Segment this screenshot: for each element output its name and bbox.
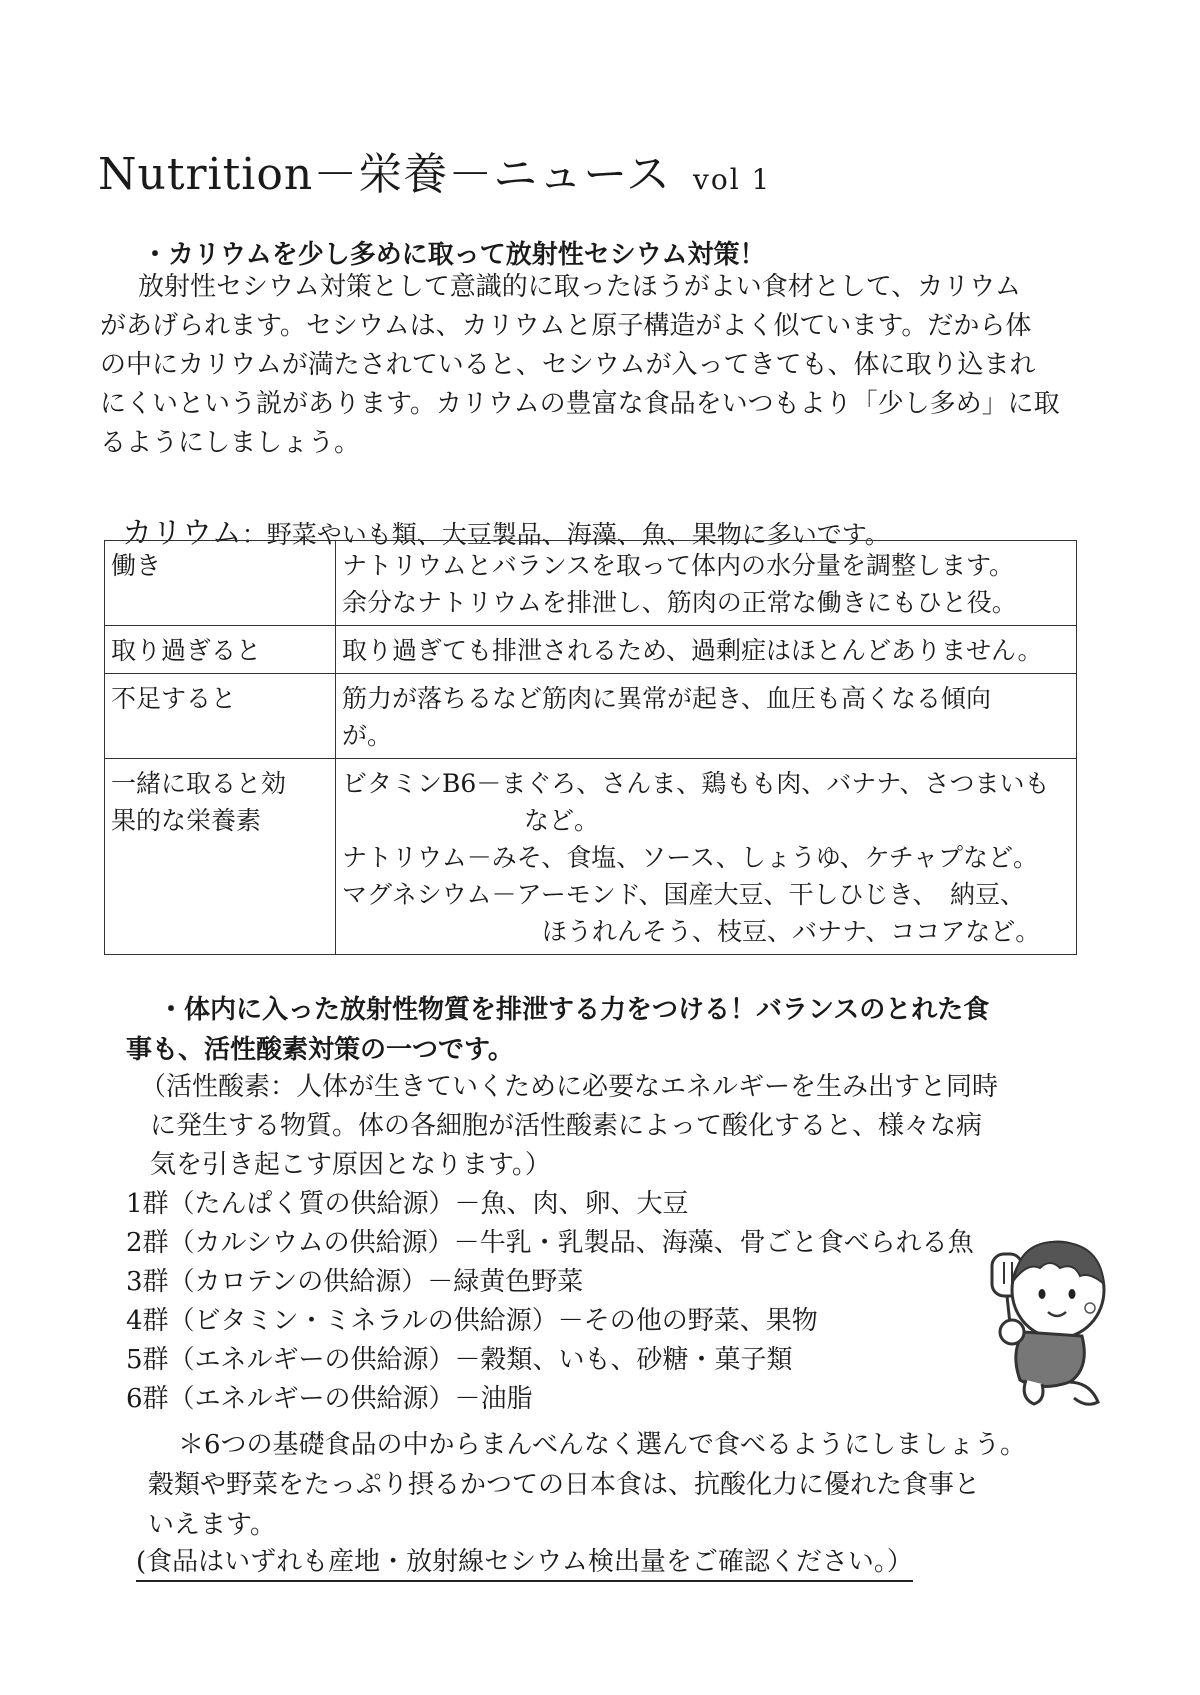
closing-line-1: ＊6つの基礎食品の中からまんべんなく選んで食べるようにしましょう。: [178, 1430, 1027, 1460]
closing-line-2: 穀類や野菜をたっぷり摂るかつての日本食は、抗酸化力に優れた食事と: [148, 1470, 981, 1500]
row-content: [336, 626, 1077, 674]
section1-line-5: るようにしましょう。: [100, 428, 361, 458]
list-item: 2群（カルシウムの供給源）－牛乳・乳製品、海藻、骨ごと食べられる魚: [126, 1228, 974, 1258]
row-line: ビタミンB6－まぐろ、さんま、鶏もも肉、バナナ、さつまいも: [342, 769, 1050, 798]
row-label: [105, 541, 336, 626]
row-label: [105, 759, 336, 955]
newsletter-title: [98, 138, 771, 202]
row-line: マグネシウム－アーモンド、国産大豆、干しひじき、 納豆、: [342, 880, 1026, 909]
table-row: [105, 626, 1077, 674]
section1-line-1: 放射性セシウム対策として意識的に取ったほうがよい食材として、カリウム: [138, 272, 1021, 302]
row-content: [336, 674, 1077, 759]
row-label: [105, 626, 336, 674]
table-row: [105, 759, 1077, 955]
list-item: 5群（エネルギーの供給源）－穀類、いも、砂糖・菓子類: [126, 1345, 793, 1375]
section1-line-4: にくいという説があります。カリウムの豊富な食品をいつもより「少し多め」に取: [100, 389, 1060, 419]
row-label-text: 不足すると: [111, 684, 237, 713]
row-line: など。: [524, 806, 600, 835]
section1-line-2: があげられます。セシウムは、カリウムと原子構造がよく似ています。だから体: [100, 311, 1032, 341]
table-row: [105, 674, 1077, 759]
row-content: [336, 541, 1077, 626]
row-label: [105, 674, 336, 759]
list-item: 1群（たんぱく質の供給源）－魚、肉、卵、大豆: [126, 1189, 689, 1219]
row-content: [336, 759, 1077, 955]
section2-heading-line-1: ・体内に入った放射性物質を排泄する力をつける！バランスのとれた食: [158, 995, 990, 1025]
title-main: Nutrition－栄養－ニュース: [98, 149, 672, 200]
closing-paragraph: [148, 1425, 1026, 1545]
row-line: ほうれんそう、枝豆、バナナ、ココアなど。: [542, 917, 1041, 946]
note-line-1: （活性酸素：人体が生きていくために必要なエネルギーを生み出すと同時: [140, 1072, 999, 1102]
kalium-table: [104, 540, 1077, 955]
active-oxygen-note: [140, 1068, 998, 1185]
kalium-desc: ：野菜やいも類、大豆製品、海藻、魚、果物に多いです。: [241, 520, 890, 549]
section1-heading: ・カリウムを少し多めに取って放射性セシウム対策！: [142, 240, 766, 270]
section2-heading: [126, 990, 990, 1070]
section1-line-3: の中にカリウムが満たされていると、セシウムが入ってきても、体に取り込まれ: [100, 350, 1036, 380]
row-line: 筋力が落ちるなど筋肉に異常が起き、血圧も高くなる傾向: [342, 684, 992, 713]
section1-body: [100, 268, 1060, 463]
row-label-text: 取り過ぎると: [111, 636, 262, 665]
child-holding-popsicle-icon: [990, 1232, 1110, 1412]
list-item: 4群（ビタミン・ミネラルの供給源）－その他の野菜、果物: [126, 1306, 818, 1336]
row-label-text: 一緒に取ると効: [111, 769, 287, 798]
list-item: 6群（エネルギーの供給源）－油脂: [126, 1384, 533, 1414]
title-vol: vol 1: [693, 163, 772, 196]
closing-line-3: いえます。: [148, 1510, 276, 1540]
note-line-3: 気を引き起こす原因となります。）: [150, 1150, 551, 1180]
row-line: が。: [342, 721, 393, 750]
note-line-2: に発生する物質。体の各細胞が活性酸素によって酸化すると、様々な病: [150, 1111, 983, 1141]
row-line: ナトリウム－みそ、食塩、ソース、しょうゆ、ケチャプなど。: [342, 843, 1039, 872]
row-line: 取り過ぎても排泄されるため、過剰症はほとんどありません。: [342, 636, 1043, 665]
food-groups-list: [126, 1185, 974, 1419]
section2-heading-line-2: 事も、活性酸素対策の一つです。: [126, 1035, 514, 1065]
list-item: 3群（カロテンの供給源）－緑黄色野菜: [126, 1267, 584, 1297]
row-line: 余分なナトリウムを排泄し、筋肉の正常な働きにもひと役。: [342, 588, 1017, 617]
row-label-text: 果的な栄養素: [111, 806, 262, 835]
kalium-term: カリウム: [122, 516, 242, 551]
footnote: (食品はいずれも産地・放射線セシウム検出量をご確認ください。）: [136, 1541, 913, 1582]
row-line: ナトリウムとバランスを取って体内の水分量を調整します。: [342, 551, 1015, 580]
table-row: [105, 541, 1077, 626]
row-label-text: 働き: [111, 551, 162, 580]
